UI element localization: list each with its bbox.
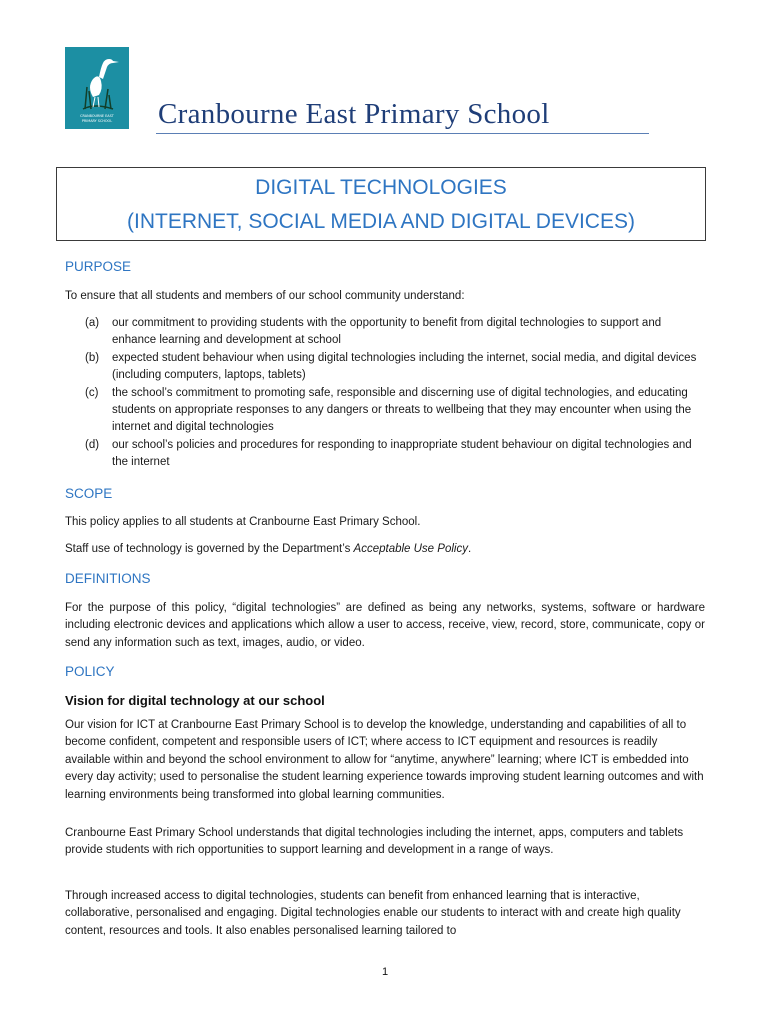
purpose-intro: To ensure that all students and members of our school community understand: — [65, 290, 465, 302]
policy-paragraph-3: Through increased access to digital technologies, students can benefit from enhanced learning that is interactive, collaborative, personalised and engaging. Digital technologies enable our students to interact with and create high quality content, resources and tools. It also enables personalised learning tailored to — [65, 890, 681, 937]
definitions-paragraph: For the purpose of this policy, “digital technologies” are defined as being any networks, systems, software or hardware including electronic devices and applications which allow a user to access, receive, view, record, store, communicate, copy or send any information such as text, images, audio, or video. — [65, 602, 705, 649]
scope-staff-paragraph — [65, 541, 705, 558]
scope-heading: SCOPE — [65, 486, 113, 501]
list-marker: (a) — [85, 317, 100, 329]
list-marker: (b) — [85, 351, 100, 364]
list-item — [85, 315, 700, 350]
list-item-text: expected student behaviour when using digital technologies including the internet, social media, and digital devices (including computers, laptops, tablets) — [112, 351, 697, 382]
school-logo — [65, 47, 129, 129]
policy-subheading: Vision for digital technology at our school — [65, 693, 325, 708]
list-marker: (d) — [85, 438, 100, 451]
document-title-box — [56, 167, 706, 241]
page-number: 1 — [381, 966, 389, 978]
svg-text:CRANBOURNE EAST: CRANBOURNE EAST — [80, 114, 114, 118]
list-item — [85, 350, 700, 385]
svg-text:PRIMARY SCHOOL: PRIMARY SCHOOL — [81, 119, 113, 123]
list-item-text: our school’s policies and procedures for responding to inappropriate student behaviour on digital technologies and the internet — [112, 438, 692, 469]
document-subtitle: (INTERNET, SOCIAL MEDIA AND DIGITAL DEVICES) — [127, 210, 635, 233]
list-marker: (c) — [85, 386, 99, 399]
header-divider — [156, 133, 649, 134]
document-title: DIGITAL TECHNOLOGIES — [255, 176, 507, 199]
scope-staff-suffix: . — [467, 543, 472, 555]
school-name: Cranbourne East Primary School — [158, 98, 550, 130]
list-item — [85, 437, 700, 472]
purpose-list — [85, 315, 700, 472]
policy-vision-paragraph: Our vision for ICT at Cranbourne East Primary School is to develop the knowledge, understanding and capabilities of all to become confident, competent and responsible users of ICT; where access to ICT equipment and resources is readily available within and beyond the school environment to allow for “anytime, anywhere” learning; where ICT is embedded into every day activity; used to personalise the student learning experience towards improving student learning outcomes and with learning environments being transformed into global learning communities. — [65, 719, 704, 801]
policy-heading: POLICY — [65, 664, 115, 679]
scope-staff-text: Staff use of technology is governed by the Department’s — [65, 543, 354, 555]
egret-logo-icon — [65, 47, 129, 129]
scope-paragraph: This policy applies to all students at Cranbourne East Primary School. — [65, 516, 421, 528]
list-item — [85, 385, 700, 437]
policy-paragraph-2: Cranbourne East Primary School understands that digital technologies including the internet, apps, computers and tablets provide students with rich opportunities to support learning and development in a range of ways. — [65, 827, 684, 857]
acceptable-use-policy-title: Acceptable Use Policy — [353, 543, 468, 555]
list-item-text: the school’s commitment to promoting safe, responsible and discerning use of digital technologies, and educating students on appropriate responses to any dangers or threats to wellbeing that they may encounter when using the internet and digital technologies — [112, 386, 692, 434]
list-item-text: our commitment to providing students with the opportunity to benefit from digital technologies to support and enhance learning and development at school — [112, 317, 662, 347]
definitions-heading: DEFINITIONS — [65, 571, 151, 586]
purpose-heading: PURPOSE — [65, 259, 132, 274]
